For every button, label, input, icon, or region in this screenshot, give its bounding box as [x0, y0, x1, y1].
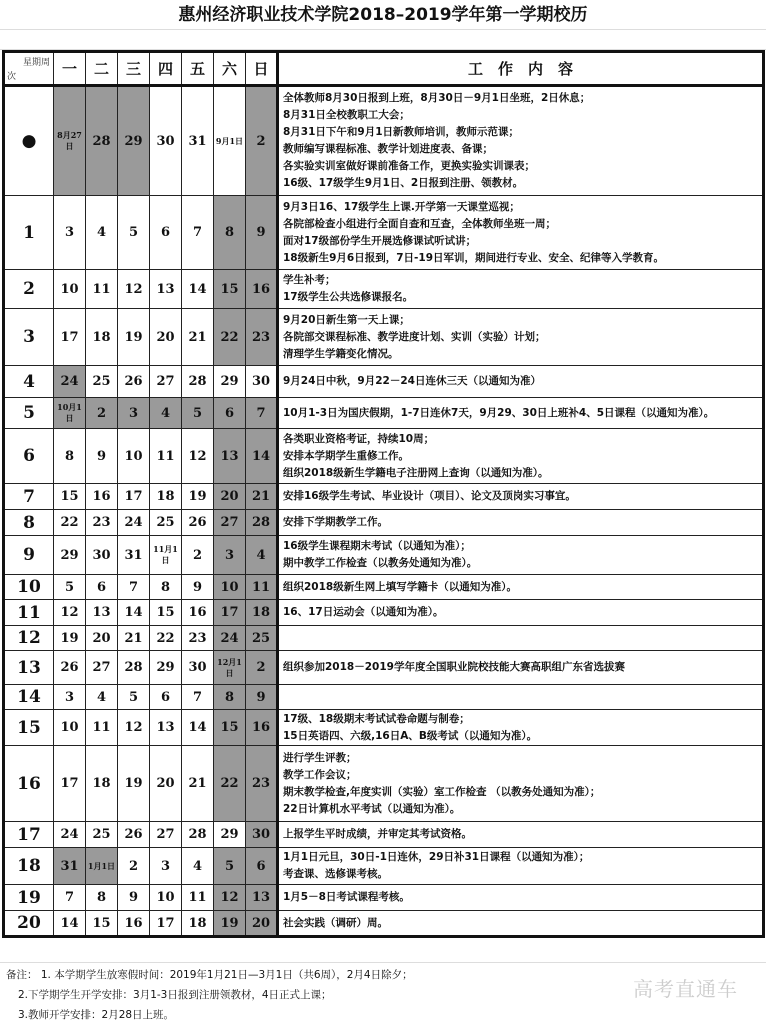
- day-cell: 17: [150, 911, 182, 937]
- day-cell: 20: [86, 626, 118, 651]
- day-cell: 11: [150, 429, 182, 484]
- content-line: 各院部检查小组进行全面自查和互查，全体教师坐班一周；: [283, 217, 556, 230]
- day-cell: 4: [86, 196, 118, 270]
- work-content: [278, 196, 764, 270]
- day-cell: 29: [214, 822, 246, 848]
- day-cell: 16: [118, 911, 150, 937]
- day-cell: 31: [118, 536, 150, 575]
- holiday-day-cell: 15: [214, 710, 246, 746]
- day-cell: 10: [54, 270, 86, 309]
- week-row: [4, 270, 764, 309]
- content-line: 16级、17级学生9月1日、2日报到注册、领教材。: [283, 177, 524, 189]
- holiday-day-cell: 3: [118, 398, 150, 429]
- week-number: 3: [4, 309, 54, 366]
- day-cell: 25: [150, 510, 182, 536]
- holiday-day-cell: 7: [246, 398, 278, 429]
- content-line: 各院部交课程标准、教学进度计划、实训（实验）计划；: [283, 330, 546, 343]
- day-cell: 12: [54, 600, 86, 626]
- holiday-day-cell: 19: [214, 911, 246, 937]
- day-cell: 7: [182, 685, 214, 710]
- week-row: [4, 484, 764, 510]
- week-number: 2: [4, 270, 54, 309]
- day-cell: 12: [182, 429, 214, 484]
- day-cell: 14: [118, 600, 150, 626]
- day-cell: 10: [54, 710, 86, 746]
- content-line: 组织参加2018－2019学年度全国职业院校技能大赛高职组广东省选拔赛: [283, 661, 625, 673]
- note-1: 备注： 1. 本学期学生放寒假时间：2019年1月21日—3月1日（共6周），2月4日除夕；: [6, 969, 413, 981]
- day-cell: 6: [86, 575, 118, 600]
- week-row: [4, 651, 764, 685]
- holiday-day-cell: 16: [246, 710, 278, 746]
- content-line: 安排16级学生考试、毕业设计（项目）、论文及顶岗实习事宜。: [283, 490, 576, 502]
- content-line: 8月31日下午和9月1日新教师培训，教师示范课；: [283, 126, 520, 138]
- content-line: 各类职业资格考证，持续10周；: [283, 432, 435, 445]
- content-line: 15日英语四、六级,16日A、B级考试（以通知为准）。: [283, 729, 538, 742]
- day-cell: 11月1日: [150, 536, 182, 575]
- holiday-day-cell: 29: [118, 86, 150, 196]
- work-content: [278, 822, 764, 848]
- content-line: 9月3日16、17级学生上课.开学第一天课堂巡视；: [283, 200, 520, 213]
- day-cell: 21: [182, 746, 214, 822]
- holiday-day-cell: 27: [214, 510, 246, 536]
- day-cell: 19: [118, 746, 150, 822]
- day-cell: 6: [150, 196, 182, 270]
- work-content: [278, 685, 764, 710]
- work-content: [278, 600, 764, 626]
- week-number: 19: [4, 885, 54, 911]
- week-row: [4, 848, 764, 885]
- holiday-day-cell: 15: [214, 270, 246, 309]
- note-3: 3.教师开学安排：2月28日上班。: [18, 1009, 175, 1021]
- day-cell: 15: [150, 600, 182, 626]
- day-cell: 4: [182, 848, 214, 885]
- week-row: [4, 685, 764, 710]
- day-cell: 7: [182, 196, 214, 270]
- day-cell: 17: [54, 746, 86, 822]
- day-cell: 17: [54, 309, 86, 366]
- day-header: 五: [182, 52, 214, 86]
- content-line: 安排本学期学生重修工作。: [283, 449, 409, 462]
- holiday-day-cell: 28: [246, 510, 278, 536]
- work-content: [278, 309, 764, 366]
- week-row: [4, 196, 764, 270]
- corner-header: [4, 52, 54, 86]
- work-content: [278, 885, 764, 911]
- holiday-day-cell: 5: [214, 848, 246, 885]
- day-cell: 5: [54, 575, 86, 600]
- content-line: 18级新生9月6日报到，7日-19日军训，期间进行专业、安全、纪律等入学教育。: [283, 251, 664, 264]
- week-row: [4, 746, 764, 822]
- work-content: [278, 848, 764, 885]
- week-row: [4, 86, 764, 196]
- day-cell: 27: [86, 651, 118, 685]
- week-number: 9: [4, 536, 54, 575]
- holiday-day-cell: 14: [246, 429, 278, 484]
- content-line: 上报学生平时成绩，并审定其考试资格。: [283, 828, 472, 840]
- week-row: [4, 600, 764, 626]
- work-content: [278, 536, 764, 575]
- day-cell: 6: [150, 685, 182, 710]
- week-row: [4, 822, 764, 848]
- day-cell: 16: [86, 484, 118, 510]
- day-cell: 30: [150, 86, 182, 196]
- content-line: 各实验实训室做好课前准备工作，更换实验实训课表；: [283, 160, 535, 172]
- day-cell: 8: [86, 885, 118, 911]
- content-line: 期中教学工作检查（以教务处通知为准）。: [283, 557, 478, 569]
- day-header: 三: [118, 52, 150, 86]
- day-cell: 24: [54, 822, 86, 848]
- holiday-day-cell: 2: [246, 651, 278, 685]
- work-content: [278, 575, 764, 600]
- day-cell: 15: [54, 484, 86, 510]
- holiday-day-cell: 17: [214, 600, 246, 626]
- note-2: 2.下学期学生开学安排：3月1-3日报到注册领教材，4日正式上课；: [18, 989, 332, 1001]
- content-line: 期末教学检查,年度实训（实验）室工作检查 （以教务处通知为准）；: [283, 785, 601, 798]
- header-row: [4, 52, 764, 86]
- day-cell: 19: [118, 309, 150, 366]
- holiday-day-cell: 8: [214, 685, 246, 710]
- holiday-day-cell: 21: [246, 484, 278, 510]
- holiday-day-cell: 28: [86, 86, 118, 196]
- work-content: [278, 710, 764, 746]
- day-cell: 10: [118, 429, 150, 484]
- day-cell: 20: [150, 746, 182, 822]
- week-number: 12: [4, 626, 54, 651]
- day-cell: 5: [118, 196, 150, 270]
- week-row: [4, 710, 764, 746]
- day-cell: 28: [182, 822, 214, 848]
- content-line: 16级学生课程期末考试（以通知为准）；: [283, 540, 471, 552]
- day-cell: 17: [118, 484, 150, 510]
- work-content: [278, 398, 764, 429]
- day-cell: 22: [54, 510, 86, 536]
- day-cell: 27: [150, 366, 182, 398]
- day-cell: 28: [182, 366, 214, 398]
- day-header: 日: [246, 52, 278, 86]
- content-line: 学生补考；: [283, 274, 336, 286]
- page-title: 惠州经济职业技术学院2018–2019学年第一学期校历: [0, 0, 766, 30]
- week-number: ●: [4, 86, 54, 196]
- day-cell: 23: [86, 510, 118, 536]
- day-cell: 8: [150, 575, 182, 600]
- content-line: 9月24日中秋，9月22－24日连休三天（以通知为准）: [283, 375, 541, 387]
- content-line: 10月1-3日为国庆假期，1-7日连休7天，9月29、30日上班补4、5日课程（以通知为准）。: [283, 406, 715, 419]
- holiday-day-cell: 8: [214, 196, 246, 270]
- holiday-day-cell: 30: [246, 822, 278, 848]
- holiday-day-cell: 3: [214, 536, 246, 575]
- corner-bottom-label: 次: [7, 72, 17, 82]
- content-line: 1月5－8日考试课程考核。: [283, 891, 410, 903]
- watermark: 高考直通车: [633, 977, 738, 1001]
- day-cell: 26: [54, 651, 86, 685]
- day-cell: 21: [182, 309, 214, 366]
- week-number: 4: [4, 366, 54, 398]
- holiday-day-cell: 4: [150, 398, 182, 429]
- holiday-day-cell: 13: [246, 885, 278, 911]
- day-cell: 31: [182, 86, 214, 196]
- day-cell: 12: [118, 710, 150, 746]
- day-cell: 26: [182, 510, 214, 536]
- holiday-day-cell: 1月1日: [86, 848, 118, 885]
- calendar-table: [2, 50, 765, 938]
- day-cell: 11: [86, 270, 118, 309]
- week-number: 11: [4, 600, 54, 626]
- day-header: 六: [214, 52, 246, 86]
- holiday-day-cell: 9: [246, 196, 278, 270]
- holiday-day-cell: 5: [182, 398, 214, 429]
- day-cell: 27: [150, 822, 182, 848]
- holiday-day-cell: 11: [246, 575, 278, 600]
- holiday-day-cell: 24: [214, 626, 246, 651]
- work-content: [278, 366, 764, 398]
- day-cell: 14: [182, 710, 214, 746]
- holiday-day-cell: 18: [246, 600, 278, 626]
- week-row: [4, 626, 764, 651]
- day-cell: 25: [86, 366, 118, 398]
- day-cell: 9: [118, 885, 150, 911]
- day-cell: 21: [118, 626, 150, 651]
- day-cell: 26: [118, 366, 150, 398]
- week-row: [4, 536, 764, 575]
- day-cell: 30: [86, 536, 118, 575]
- day-cell: 28: [118, 651, 150, 685]
- content-line: 社会实践（调研）周。: [283, 916, 388, 929]
- day-cell: 7: [54, 885, 86, 911]
- content-line: 17级、18级期末考试试卷命题与制卷；: [283, 712, 470, 725]
- blank-row: [0, 30, 766, 50]
- week-number: 6: [4, 429, 54, 484]
- holiday-day-cell: 13: [214, 429, 246, 484]
- day-cell: 3: [54, 685, 86, 710]
- week-number: 13: [4, 651, 54, 685]
- week-row: [4, 575, 764, 600]
- week-row: [4, 885, 764, 911]
- holiday-day-cell: 2: [86, 398, 118, 429]
- day-cell: 29: [54, 536, 86, 575]
- work-content: [278, 510, 764, 536]
- holiday-day-cell: 23: [246, 309, 278, 366]
- day-cell: 13: [150, 270, 182, 309]
- content-line: 教学工作会议；: [283, 768, 357, 781]
- work-content: [278, 484, 764, 510]
- week-number: 7: [4, 484, 54, 510]
- day-cell: 18: [86, 309, 118, 366]
- content-line: 组织2018级新生学籍电子注册网上查询（以通知为准）。: [283, 466, 549, 479]
- work-content: [278, 746, 764, 822]
- holiday-day-cell: 4: [246, 536, 278, 575]
- day-cell: 2: [182, 536, 214, 575]
- content-line: 教师编写课程标准、教学计划进度表、备课；: [283, 143, 493, 155]
- content-line: 组织2018级新生网上填写学籍卡（以通知为准）。: [283, 580, 517, 593]
- day-cell: 14: [54, 911, 86, 937]
- day-cell: 9月1日: [214, 86, 246, 196]
- holiday-day-cell: 10: [214, 575, 246, 600]
- holiday-day-cell: 12: [214, 885, 246, 911]
- holiday-day-cell: 22: [214, 746, 246, 822]
- holiday-day-cell: 6: [246, 848, 278, 885]
- holiday-day-cell: 2: [246, 86, 278, 196]
- content-line: 8月31日全校教职工大会；: [283, 109, 410, 121]
- content-header: 工 作 内 容: [278, 52, 764, 86]
- week-number: 1: [4, 196, 54, 270]
- day-cell: 3: [54, 196, 86, 270]
- day-cell: 11: [182, 885, 214, 911]
- week-row: [4, 429, 764, 484]
- day-cell: 25: [86, 822, 118, 848]
- content-line: 安排下学期教学工作。: [283, 516, 388, 528]
- content-line: 考查课、选修课考核。: [283, 868, 388, 880]
- day-cell: 7: [118, 575, 150, 600]
- holiday-day-cell: 9: [246, 685, 278, 710]
- day-cell: 16: [182, 600, 214, 626]
- notes: [6, 965, 413, 1025]
- day-cell: 18: [150, 484, 182, 510]
- day-cell: 22: [150, 626, 182, 651]
- week-row: [4, 510, 764, 536]
- day-cell: 18: [182, 911, 214, 937]
- work-content: [278, 429, 764, 484]
- work-content: [278, 911, 764, 937]
- day-cell: 3: [150, 848, 182, 885]
- content-line: 进行学生评教；: [283, 751, 357, 764]
- week-number: 15: [4, 710, 54, 746]
- content-line: 全体教师8月30日报到上班，8月30日－9月1日坐班，2日休息；: [283, 92, 591, 104]
- day-cell: 29: [150, 651, 182, 685]
- week-row: [4, 911, 764, 937]
- day-cell: 30: [182, 651, 214, 685]
- holiday-day-cell: 23: [246, 746, 278, 822]
- day-header: 一: [54, 52, 86, 86]
- week-number: 18: [4, 848, 54, 885]
- day-cell: 20: [150, 309, 182, 366]
- holiday-day-cell: 20: [214, 484, 246, 510]
- holiday-day-cell: 25: [246, 626, 278, 651]
- holiday-day-cell: 20: [246, 911, 278, 937]
- holiday-day-cell: 31: [54, 848, 86, 885]
- empty-row: [0, 940, 766, 963]
- content-line: 22日计算机水平考试（以通知为准）。: [283, 802, 461, 815]
- day-header: 四: [150, 52, 182, 86]
- work-content: [278, 270, 764, 309]
- holiday-day-cell: 12月1日: [214, 651, 246, 685]
- day-header: 二: [86, 52, 118, 86]
- week-number: 17: [4, 822, 54, 848]
- day-cell: 18: [86, 746, 118, 822]
- week-number: 5: [4, 398, 54, 429]
- holiday-day-cell: 22: [214, 309, 246, 366]
- day-cell: 23: [182, 626, 214, 651]
- week-number: 10: [4, 575, 54, 600]
- week-row: [4, 309, 764, 366]
- day-cell: 2: [118, 848, 150, 885]
- day-cell: 11: [86, 710, 118, 746]
- day-cell: 9: [86, 429, 118, 484]
- week-row: [4, 366, 764, 398]
- day-cell: 12: [118, 270, 150, 309]
- day-cell: 19: [182, 484, 214, 510]
- content-line: 17级学生公共选修课报名。: [283, 291, 414, 303]
- work-content: [278, 86, 764, 196]
- day-cell: 19: [54, 626, 86, 651]
- work-content: [278, 626, 764, 651]
- week-row: [4, 398, 764, 429]
- day-cell: 14: [182, 270, 214, 309]
- week-number: 20: [4, 911, 54, 937]
- week-number: 8: [4, 510, 54, 536]
- content-line: 16、17日运动会（以通知为准）。: [283, 606, 444, 618]
- week-number: 14: [4, 685, 54, 710]
- content-line: 1月1日元旦，30日-1日连休，29日补31日课程（以通知为准）；: [283, 851, 590, 863]
- day-cell: 10: [150, 885, 182, 911]
- day-cell: 13: [150, 710, 182, 746]
- day-cell: 30: [246, 366, 278, 398]
- holiday-day-cell: 24: [54, 366, 86, 398]
- work-content: [278, 651, 764, 685]
- holiday-day-cell: 16: [246, 270, 278, 309]
- day-cell: 13: [86, 600, 118, 626]
- content-line: 面对17级部份学生开展选修课试听试讲；: [283, 234, 477, 247]
- day-cell: 9: [182, 575, 214, 600]
- day-cell: 4: [86, 685, 118, 710]
- content-line: 9月20日新生第一天上课；: [283, 313, 410, 326]
- day-cell: 26: [118, 822, 150, 848]
- holiday-day-cell: 6: [214, 398, 246, 429]
- day-cell: 8: [54, 429, 86, 484]
- day-cell: 15: [86, 911, 118, 937]
- holiday-day-cell: 10月1日: [54, 398, 86, 429]
- day-cell: 24: [118, 510, 150, 536]
- corner-top-label: 星期周: [22, 58, 50, 68]
- day-cell: 29: [214, 366, 246, 398]
- day-cell: 5: [118, 685, 150, 710]
- content-line: 清理学生学籍变化情况。: [283, 347, 399, 360]
- week-number: 16: [4, 746, 54, 822]
- holiday-day-cell: 8月27日: [54, 86, 86, 196]
